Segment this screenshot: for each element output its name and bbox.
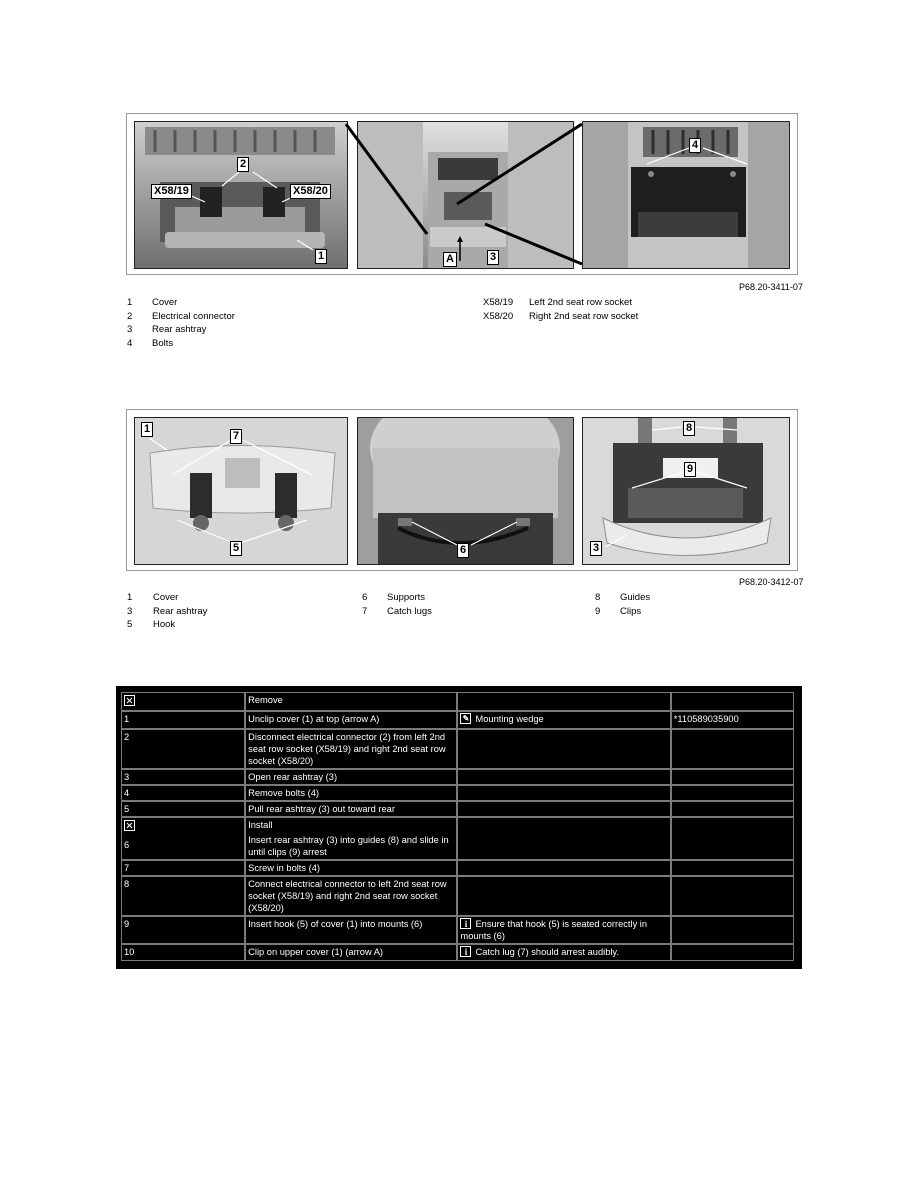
step-number: 7: [121, 860, 245, 876]
callout-6: 6: [457, 543, 469, 558]
legend-key: 4: [127, 337, 133, 349]
legend-label: Cover: [153, 592, 179, 603]
step-text: Pull rear ashtray (3) out toward rear: [245, 801, 457, 817]
figure-1-legend-left: [127, 296, 235, 350]
callout-arrow-a: A: [443, 252, 457, 267]
legend-item: [362, 605, 432, 619]
table-cell: [457, 876, 670, 916]
step-number: 5: [121, 801, 245, 817]
table-cell: [671, 876, 794, 916]
figure-1-reference: P68.20-3411-07: [739, 282, 803, 292]
info-icon: i: [460, 918, 471, 929]
step-text: Unclip cover (1) at top (arrow A): [245, 711, 457, 729]
legend-item: [483, 296, 638, 310]
callout-1: 1: [315, 249, 327, 264]
callout-9: 9: [684, 462, 696, 477]
tool-icon: ✎: [460, 713, 471, 724]
step-text: Disconnect electrical connector (2) from left 2nd seat row socket (X58/19) and right 2nd seat row socket (X58/20): [245, 729, 457, 769]
step-number: 3: [121, 769, 245, 785]
table-cell: [671, 801, 794, 817]
table-cell: [671, 916, 794, 944]
table-row: [121, 817, 794, 860]
table-cell: [671, 817, 794, 860]
step-text: Insert rear ashtray (3) into guides (8) and slide in until clips (9) arrest: [248, 835, 449, 857]
remove-header: Remove: [245, 692, 457, 711]
legend-label: Cover: [152, 297, 178, 308]
table-row: [121, 729, 794, 769]
legend-item: [127, 323, 235, 337]
legend-key: 6: [362, 592, 368, 603]
legend-key: 1: [127, 297, 133, 308]
step-number: 9: [121, 916, 245, 944]
figure-2-frame: [126, 409, 798, 571]
table-cell: [457, 785, 670, 801]
legend-item: [483, 310, 638, 324]
callout-x58-20: X58/20: [290, 184, 331, 199]
table-cell: [671, 729, 794, 769]
step-text: Insert hook (5) of cover (1) into mounts (6): [245, 916, 457, 944]
legend-item: [127, 591, 207, 605]
legend-key: 8: [595, 592, 601, 603]
table-row: [121, 769, 794, 785]
table-cell: [245, 817, 457, 860]
legend-item: [127, 618, 207, 632]
step-number: 1: [121, 711, 245, 729]
legend-item: [595, 605, 650, 619]
callout-7: 7: [230, 429, 242, 444]
install-icon: [124, 820, 135, 831]
table-cell: [457, 729, 670, 769]
table-cell: [671, 692, 794, 711]
legend-label: Catch lugs: [387, 605, 432, 617]
figure-2-reference: P68.20-3412-07: [739, 577, 804, 587]
table-cell: [671, 860, 794, 876]
legend-key: X58/19: [483, 297, 514, 308]
legend-label: Hook: [153, 619, 176, 630]
part-number: *110589035900: [671, 711, 794, 729]
callout-1: 1: [141, 422, 153, 437]
figure-1-legend-right: [483, 296, 638, 323]
table-cell: [121, 817, 245, 860]
table-cell: [457, 916, 670, 944]
legend-label: Bolts: [152, 337, 174, 349]
figure-2-legend-col2: [362, 591, 432, 618]
step-number: 4: [121, 785, 245, 801]
step-text: Connect electrical connector to left 2nd seat row socket (X58/19) and right 2nd seat row socket (X58/20): [245, 876, 457, 916]
legend-key: 3: [127, 605, 133, 617]
table-row: [121, 692, 794, 711]
table-cell: [457, 817, 670, 860]
table-row: [121, 785, 794, 801]
legend-label: Rear ashtray: [152, 324, 207, 335]
legend-key: 1: [127, 592, 133, 603]
table-cell: [671, 944, 794, 961]
callout-2: 2: [237, 157, 249, 172]
legend-label: Guides: [620, 592, 651, 603]
step-number: 6: [124, 840, 130, 850]
legend-key: 7: [362, 605, 368, 617]
legend-item: [362, 591, 432, 605]
legend-label: Left 2nd seat row socket: [529, 297, 632, 308]
figure-1-frame: [126, 113, 798, 275]
callout-3: 3: [487, 250, 499, 265]
step-text: Screw in bolts (4): [245, 860, 457, 876]
table-cell: [457, 944, 670, 961]
step-note: Ensure that hook (5) is seated correctly in mounts (6): [460, 919, 648, 941]
legend-key: 5: [127, 619, 133, 630]
table-row: [121, 916, 794, 944]
install-header: Install: [248, 820, 273, 830]
table-cell: [457, 711, 670, 729]
legend-label: Clips: [620, 605, 642, 617]
step-number: 2: [121, 729, 245, 769]
table-row: [121, 876, 794, 916]
table-cell: [671, 785, 794, 801]
legend-item: [127, 337, 235, 351]
table-row: [121, 711, 794, 729]
legend-label: Supports: [387, 592, 426, 603]
legend-key: 2: [127, 310, 133, 322]
step-note: Catch lug (7) should arrest audibly.: [475, 947, 619, 957]
table-cell: [121, 692, 245, 711]
step-note: Mounting wedge: [475, 714, 544, 724]
callout-8: 8: [683, 421, 695, 436]
legend-key: X58/20: [483, 310, 514, 322]
table-cell: [457, 860, 670, 876]
table-row: [121, 944, 794, 961]
callout-4: 4: [689, 138, 701, 153]
step-text: Clip on upper cover (1) (arrow A): [245, 944, 457, 961]
figure-2-legend-col3: [595, 591, 650, 618]
callout-x58-19: X58/19: [151, 184, 192, 199]
step-number: 8: [121, 876, 245, 916]
table-row: [121, 801, 794, 817]
legend-label: Right 2nd seat row socket: [529, 310, 639, 322]
callout-5: 5: [230, 541, 242, 556]
table-cell: [457, 692, 670, 711]
legend-item: [127, 310, 235, 324]
legend-label: Rear ashtray: [153, 605, 208, 617]
legend-item: [127, 296, 235, 310]
legend-item: [595, 591, 650, 605]
remove-icon: [124, 695, 135, 706]
table-cell: [457, 769, 670, 785]
table-cell: [671, 769, 794, 785]
legend-item: [127, 605, 207, 619]
figure-2-legend-col1: [127, 591, 207, 632]
step-text: Remove bolts (4): [245, 785, 457, 801]
procedure-table: [116, 686, 802, 969]
legend-label: Electrical connector: [152, 310, 235, 322]
table-cell: [457, 801, 670, 817]
legend-key: 9: [595, 605, 601, 617]
table-row: [121, 860, 794, 876]
callout-3: 3: [590, 541, 602, 556]
step-number: 10: [121, 944, 245, 961]
legend-key: 3: [127, 324, 133, 335]
step-text: Open rear ashtray (3): [245, 769, 457, 785]
info-icon: i: [460, 946, 471, 957]
